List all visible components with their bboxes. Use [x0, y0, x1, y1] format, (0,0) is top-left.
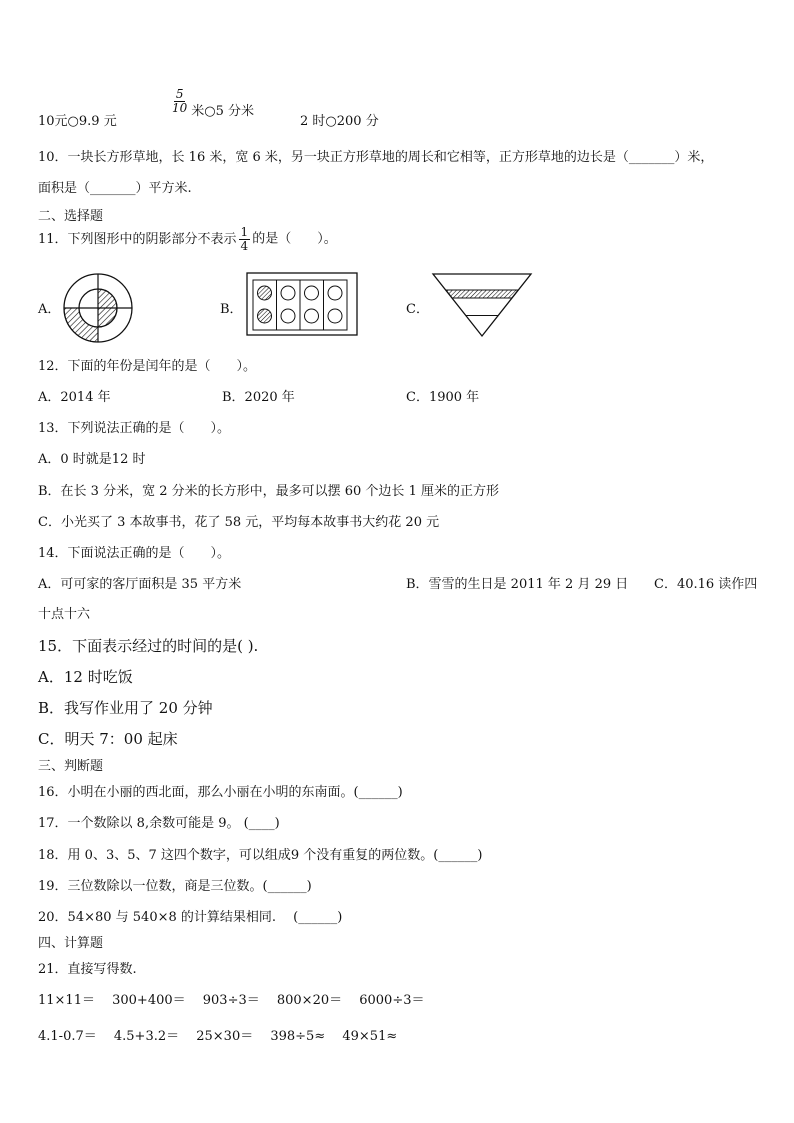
section-choice-heading: 二、选择题 — [38, 209, 104, 224]
q11-stem — [38, 226, 337, 252]
q20: 20．54×80 与 540×8 的计算结果相同. (______) — [38, 910, 343, 925]
q11-fraction — [239, 226, 251, 252]
q14-stem: 14．下面说法正确的是（ ）。 — [38, 546, 231, 561]
q11-stem-before: 11．下列图形中的阴影部分不表示 — [38, 231, 237, 247]
q11-fraction-denominator: 4 — [240, 238, 249, 253]
q11-figure-b-grid — [246, 272, 358, 336]
q10-line1: 10．一块长方形草地，长 16 米，宽 6 米，另一块正方形草地的周长和它相等，正方形草地的边长是（_______）米， — [38, 150, 714, 165]
q15-option-b: B．我写作业用了 20 分钟 — [38, 699, 213, 717]
q9-item-1: 10元○9.9 元 — [38, 114, 117, 129]
section-judgement-heading: 三、判断题 — [38, 759, 104, 774]
q21-stem: 21．直接写得数. — [38, 962, 137, 977]
q21-row1: 11×11＝ 300+400＝ 903÷3＝ 800×20＝ 6000÷3＝ — [38, 993, 425, 1008]
q11-option-b-label: B． — [220, 302, 243, 317]
q11-stem-after: 的是（ ）。 — [252, 231, 337, 247]
q9-item-2-text: 米○5 分米 — [191, 103, 255, 119]
q16: 16．小明在小丽的西北面，那么小丽在小明的东南面。(______) — [38, 785, 403, 800]
q14-option-b: B．雪雪的生日是 2011 年 2 月 29 日 — [406, 577, 629, 592]
q9-fraction — [170, 88, 189, 114]
q17: 17．一个数除以 8,余数可能是 9。 (____) — [38, 816, 280, 831]
q14-option-c-continued: 十点十六 — [38, 607, 91, 622]
section-calculation-heading: 四、计算题 — [38, 936, 104, 951]
q18: 18．用 0、3、5、7 这四个数字，可以组成9 个没有重复的两位数。(______) — [38, 848, 483, 863]
q13-stem: 13．下列说法正确的是（ ）。 — [38, 421, 231, 436]
q12-option-b: B．2020 年 — [222, 390, 295, 405]
q12-stem: 12．下面的年份是闰年的是（ ）。 — [38, 359, 257, 374]
q9-fraction-denominator: 10 — [172, 100, 188, 115]
q11-figure-a-circles — [62, 272, 134, 344]
q12-option-c: C．1900 年 — [406, 390, 480, 405]
q15-stem: 15．下面表示经过的时间的是( ). — [38, 637, 259, 655]
q9-fraction-numerator: 5 — [175, 87, 184, 101]
q15-option-c: C．明天 7：00 起床 — [38, 730, 178, 748]
q9-item-2 — [168, 87, 255, 119]
q13-option-b: B．在长 3 分米，宽 2 分米的长方形中，最多可以摆 60 个边长 1 厘米的正方形 — [38, 484, 499, 499]
q11-option-a-label: A． — [38, 302, 61, 317]
q10-line2: 面积是（_______）平方米. — [38, 181, 192, 196]
q9-item-3: 2 时○200 分 — [300, 114, 379, 129]
q11-figure-c-triangle — [432, 272, 532, 338]
q11-option-c-label: C． — [406, 302, 429, 317]
q11-fraction-numerator: 1 — [240, 225, 249, 239]
q14-option-c: C．40.16 读作四 — [654, 577, 758, 592]
q19: 19．三位数除以一位数，商是三位数。(______) — [38, 879, 312, 894]
q13-option-a: A．0 时就是12 时 — [38, 452, 146, 467]
q13-option-c: C．小光买了 3 本故事书，花了 58 元，平均每本故事书大约花 20 元 — [38, 515, 440, 530]
q12-option-a: A．2014 年 — [38, 390, 111, 405]
q15-option-a: A．12 时吃饭 — [38, 668, 133, 686]
q21-row2: 4.1-0.7＝ 4.5+3.2＝ 25×30＝ 398÷5≈ 49×51≈ — [38, 1029, 398, 1044]
q14-option-a: A．可可家的客厅面积是 35 平方米 — [38, 577, 242, 592]
